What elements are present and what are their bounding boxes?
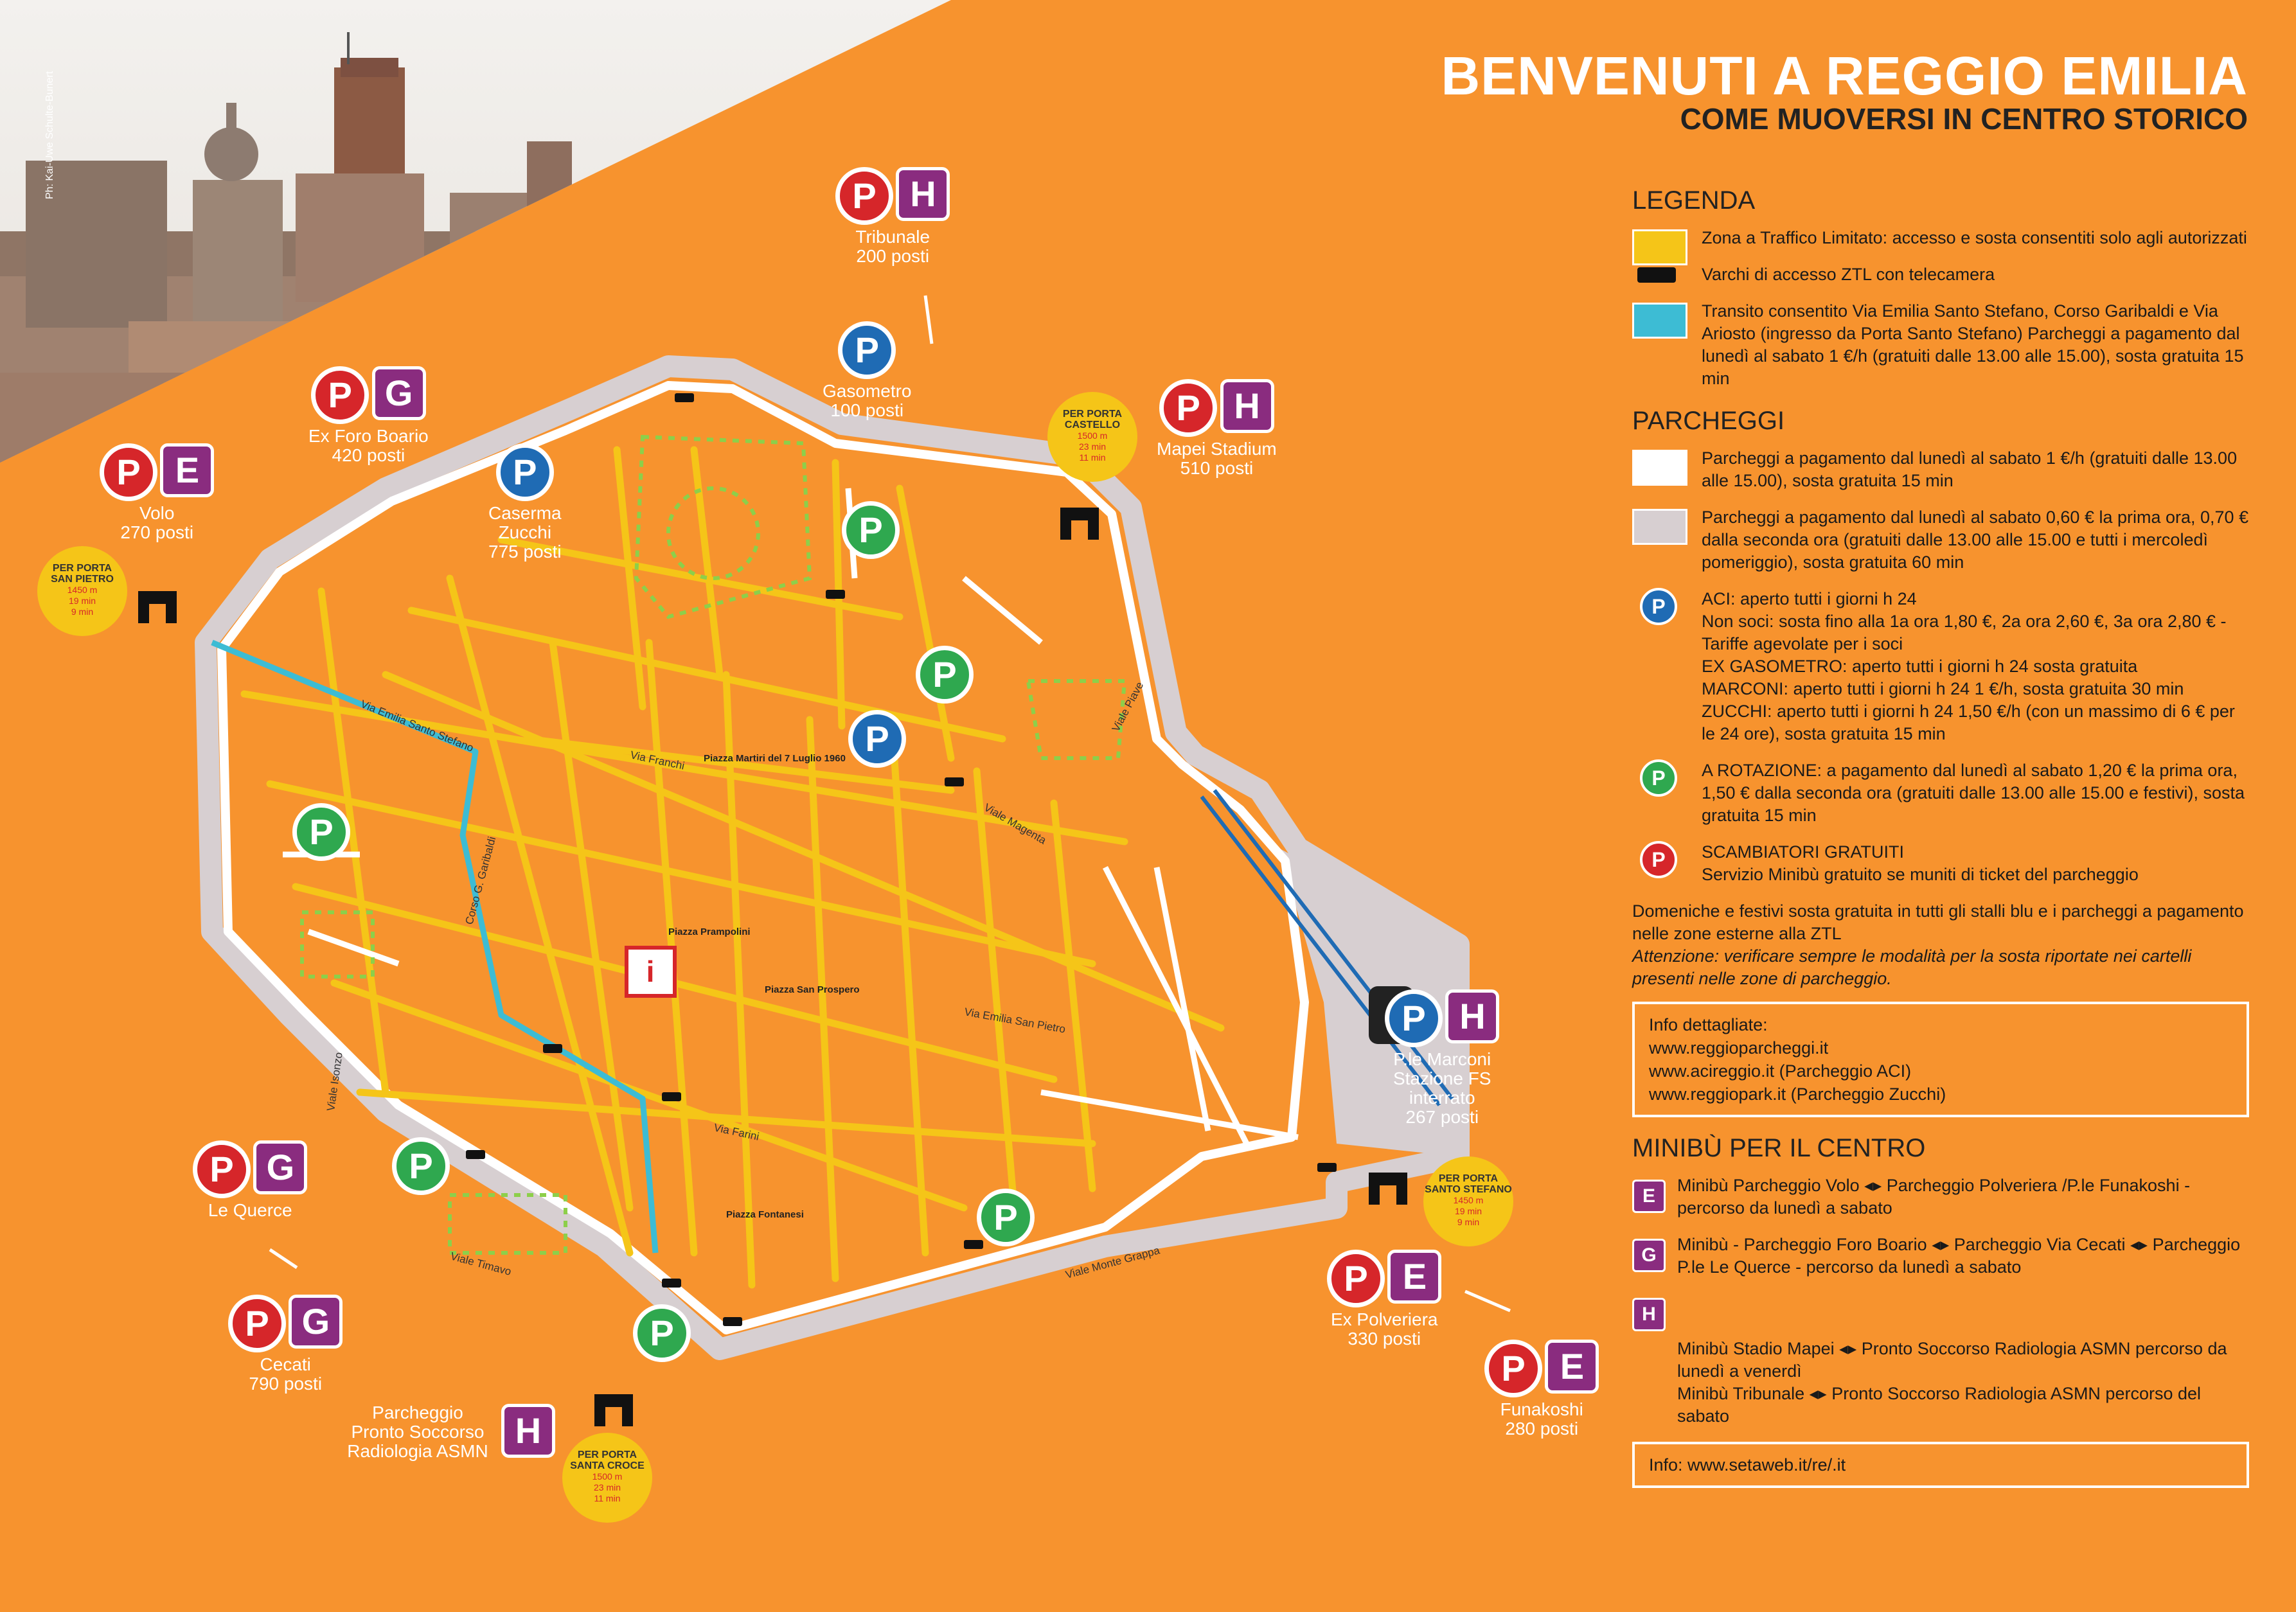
svg-text:Corso G. Garibaldi: Corso G. Garibaldi (463, 835, 499, 926)
svg-text:Via Farini: Via Farini (713, 1121, 761, 1143)
parking-asmn[interactable]: Parcheggio Pronto Soccorso Radiologia ASMN (347, 1403, 488, 1461)
porta-santo-stefano: PER PORTA SANTO STEFANO 1450 m 19 min 9 min (1423, 1156, 1513, 1246)
parking-rotation-guasco[interactable]: P (292, 803, 350, 861)
svg-text:Piazza Martiri del 7 Luglio 19: Piazza Martiri del 7 Luglio 1960 (704, 753, 846, 764)
parking-polveriera[interactable]: P E Ex Polveriera 330 posti (1327, 1250, 1441, 1349)
legend-ztl: Zona a Traffico Limitato: accesso e sosta consentiti solo agli autorizzati (1632, 227, 2249, 249)
ztl-streets (244, 450, 1221, 1285)
minibus-h-asmn[interactable]: H (501, 1404, 555, 1458)
svg-text:Viale Monte Grappa: Viale Monte Grappa (1064, 1244, 1161, 1281)
street-labels (325, 680, 1161, 1281)
porta-san-pietro: PER PORTA SAN PIETRO 1450 m 19 min 9 min (37, 546, 127, 636)
site-link[interactable]: Info: www.setaweb.it/re/.it (1632, 1442, 2249, 1488)
svg-text:Viale Timavo: Viale Timavo (449, 1250, 513, 1278)
parking-funakoshi[interactable]: P E Funakoshi 280 posti (1484, 1340, 1599, 1439)
legend-transit: Transito consentito Via Emilia Santo Stefano, Corso Garibaldi e Via Ariosto (ingresso da Porta Santo Stefano) Parcheggi a pagamento dal lunedì al sabato 1 €/h (gratuiti dalle 13.00 alle 15.00), sosta gratuita 15 min (1632, 300, 2249, 390)
parking-cecati[interactable]: P G Cecati 790 posti (228, 1295, 343, 1394)
parking-volo[interactable]: P E Volo 270 posti (100, 443, 214, 542)
page-title: BENVENUTI A REGGIO EMILIA (1441, 46, 2248, 106)
link-reggioparcheggi[interactable]: www.reggioparcheggi.it (1649, 1038, 1829, 1058)
porta-castello: PER PORTA CASTELLO 1500 m 23 min 11 min (1047, 392, 1137, 482)
svg-text:Viale Isonzo: Viale Isonzo (325, 1051, 345, 1112)
minibus-heading: MINIBÙ PER IL CENTRO (1632, 1134, 1926, 1162)
svg-text:Piazza San Prospero: Piazza San Prospero (765, 984, 860, 995)
parking-aci[interactable]: P (848, 710, 906, 768)
parking-rotation-popoli[interactable]: P (916, 646, 974, 704)
photo-credit: Ph: Kai-Uwe Schulte-Bunert (44, 71, 55, 199)
svg-text:Via Emilia Santo Stefano: Via Emilia Santo Stefano (359, 698, 476, 755)
minibus-g: G Minibù - Parcheggio Foro Boario ◂▸ Parcheggio Via Cecati ◂▸ Parcheggio P.le Le Querce - percorso da lunedì a sabato (1632, 1234, 2249, 1279)
parking-tribunale[interactable]: P H Tribunale 200 posti (835, 167, 950, 266)
parking-rotation-diaz[interactable]: P (633, 1304, 691, 1362)
legend-panel (1632, 186, 2249, 1488)
minibus-e: E Minibù Parcheggio Volo ◂▸ Parcheggio Polveriera /P.le Funakoshi - percorso da lunedì a sabato (1632, 1174, 2249, 1219)
legend-camera: Varchi di accesso ZTL con telecamera (1632, 263, 2249, 286)
legend-white: Parcheggi a pagamento dal lunedì al sabato 1 €/h (gratuiti dalle 13.00 alle 15.00), sosta gratuita 15 min (1632, 447, 2249, 492)
parking-rotation-fiume[interactable]: P (392, 1137, 450, 1195)
page-subtitle: COME MUOVERSI IN CENTRO STORICO (1680, 102, 2248, 136)
info-box: Info dettagliate: www.reggioparcheggi.it www.acireggio.it (Parcheggio ACI) www.reggiopark.it (Parcheggio Zucchi) (1632, 1002, 2249, 1117)
legend-blue: P ACI: aperto tutti i giorni h 24 Non soci: sosta fino alla 1a ora 1,80 €, 2a ora 2,60 €, 3a ora 2,80 € - Tariffe agevolate per i soci EX GASOMETRO: aperto tutti i giorni h 24 sosta gratuita MARCONI: aperto tutti i giorni h 24 1 €/h, sosta gratuita 30 min ZUCCHI: aperto tutti i giorni h 24 1,50 €/h (con un massimo di 6 € per le 24 ore), sosta gratuita 15 min (1632, 588, 2249, 745)
parking-foro-boario[interactable]: P G Ex Foro Boario 420 posti (308, 366, 429, 465)
porta-santa-croce: PER PORTA SANTA CROCE 1500 m 23 min 11 min (562, 1433, 652, 1523)
parking-gasometro[interactable]: P Gasometro 100 posti (823, 321, 912, 420)
svg-text:Via Franchi: Via Franchi (629, 748, 686, 772)
minibus-h: H Minibù Stadio Mapei ◂▸ Pronto Soccorso Radiologia ASMN percorso da lunedì a venerdì Minibù Tribunale ◂▸ Pronto Soccorso Radiologia ASMN percorso del sabato (1632, 1293, 2249, 1428)
svg-text:Viale Magenta: Viale Magenta (982, 801, 1049, 847)
svg-text:Piazza Prampolini: Piazza Prampolini (668, 926, 751, 937)
link-reggiopark[interactable]: www.reggiopark.it (Parcheggio Zucchi) (1649, 1085, 1946, 1104)
parking-mapei[interactable]: P H Mapei Stadium 510 posti (1157, 379, 1277, 478)
camera-icon (1637, 267, 1676, 283)
legend-grey: Parcheggi a pagamento dal lunedì al sabato 0,60 € la prima ora, 0,70 € dalla seconda ora (gratuiti dalle 13.00 alle 15.00 e tutti i mercoledì pomeriggio), sosta gratuita 60 min (1632, 506, 2249, 574)
parking-heading: PARCHEGGI (1632, 407, 1785, 435)
svg-text:Piazza Fontanesi: Piazza Fontanesi (726, 1209, 804, 1220)
legend-red: P SCAMBIATORI GRATUITI Servizio Minibù gratuito se muniti di ticket del parcheggio (1632, 841, 2249, 886)
legend-warning: Attenzione: verificare sempre le modalità per la sosta riportate nei cartelli presenti nelle zone di parcheggio. (1632, 946, 2192, 988)
parking-querce[interactable]: P G Le Querce (193, 1140, 307, 1220)
legend-holidays: Domeniche e festivi sosta gratuita in tutti gli stalli blu e i parcheggi a pagamento nelle zone esterne alla ZTL (1632, 901, 2244, 943)
svg-text:i: i (646, 955, 655, 988)
svg-text:Viale Piave: Viale Piave (1109, 680, 1146, 734)
link-acireggio[interactable]: www.acireggio.it (Parcheggio ACI) (1649, 1061, 1912, 1081)
parking-marconi[interactable]: P H P.le Marconi Stazione FS interrato 267 posti (1385, 989, 1499, 1127)
parking-zucchi[interactable]: P Caserma Zucchi 775 posti (488, 443, 562, 562)
legend-green: P A ROTAZIONE: a pagamento dal lunedì al sabato 1,20 € la prima ora, 1,50 € dalla seconda ora (gratuiti dalle 13.00 alle 15.00 e festivi), sosta gratuita 15 min (1632, 759, 2249, 827)
parking-rotation-campo-marzio[interactable]: P (977, 1189, 1035, 1246)
parking-rotation-vallisneri[interactable]: P (842, 501, 900, 559)
legend-heading: LEGENDA (1632, 186, 1756, 215)
svg-text:Via Emilia San Pietro: Via Emilia San Pietro (963, 1005, 1067, 1036)
